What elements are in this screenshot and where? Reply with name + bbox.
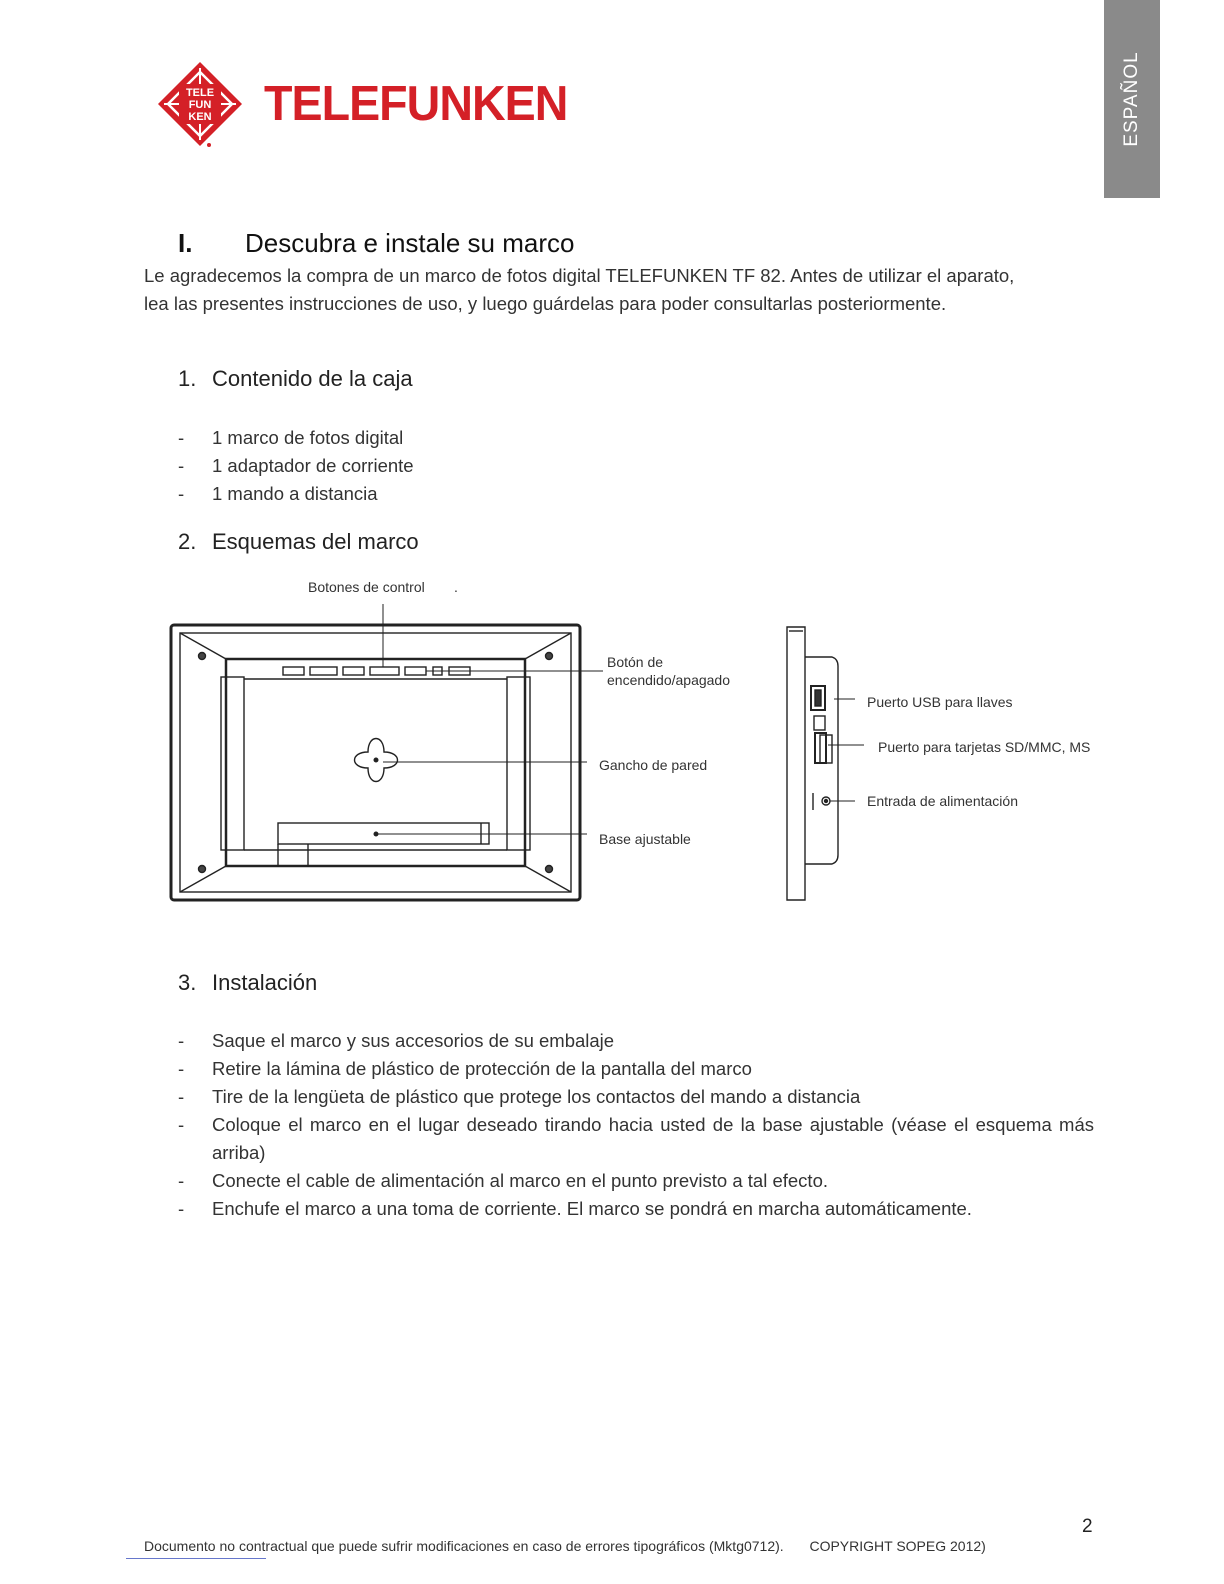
diagram-number: 2. xyxy=(178,529,197,554)
list-item: - 1 adaptador de corriente xyxy=(178,452,1098,480)
label-card-port: Puerto para tarjetas SD/MMC, MS xyxy=(878,739,1091,755)
list-item: - Retire la lámina de plástico de protección de la pantalla del marco xyxy=(178,1055,1098,1083)
list-item: - 1 mando a distancia xyxy=(178,480,1098,508)
logo-letters-2: FUN xyxy=(188,99,212,111)
label-wall-hook: Gancho de pared xyxy=(599,757,708,773)
label-dot: . xyxy=(454,579,458,595)
box-contents-title: Contenido de la caja xyxy=(212,366,413,391)
installation-list xyxy=(178,1027,1098,1223)
section-number: I. xyxy=(178,228,193,258)
brand-name: TELEFUNKEN xyxy=(264,77,568,131)
list-item: - Enchufe el marco a una toma de corriente. El marco se pondrá en marcha automáticamente. xyxy=(178,1195,1098,1223)
list-item: - Tire de la lengüeta de plástico que protege los contactos del mando a distancia xyxy=(178,1083,1098,1111)
intro-line-2: lea las presentes instrucciones de uso, y luego guárdelas para poder consultarlas posteriormente. xyxy=(144,293,947,314)
label-power-input: Entrada de alimentación xyxy=(867,793,1018,809)
logo-letters-1: TELE xyxy=(185,87,215,99)
footer-underline xyxy=(126,1558,266,1559)
box-contents-number: 1. xyxy=(178,366,197,391)
list-item: - Coloque el marco en el lugar deseado tirando hacia usted de la base ajustable (véase el esquema más arriba) xyxy=(178,1111,1098,1167)
language-tab-label: ESPAÑOL xyxy=(1121,51,1142,147)
installation-title: Instalación xyxy=(212,970,318,995)
list-item: - Conecte el cable de alimentación al marco en el punto previsto a tal efecto. xyxy=(178,1167,1098,1195)
list-item: - 1 marco de fotos digital xyxy=(178,424,1098,452)
footer-disclaimer: Documento no contractual que puede sufrir modificaciones en caso de errores tipográficos (Mktg0712). xyxy=(144,1538,784,1554)
list-item: - Saque el marco y sus accesorios de su embalaje xyxy=(178,1027,1098,1055)
section-title: Descubra e instale su marco xyxy=(245,228,575,258)
page-number: 2 xyxy=(1082,1516,1093,1537)
intro-line-1: Le agradecemos la compra de un marco de fotos digital TELEFUNKEN TF 82. Antes de utilizar el aparato, xyxy=(144,265,1015,286)
label-adjustable-base: Base ajustable xyxy=(599,831,691,847)
frame-side-profile xyxy=(787,627,805,900)
label-power-button-1: Botón de xyxy=(607,654,664,670)
footer xyxy=(144,1538,986,1554)
footer-copyright: COPYRIGHT SOPEG 2012) xyxy=(809,1538,986,1554)
diagram-title: Esquemas del marco xyxy=(212,529,419,554)
label-usb-port: Puerto USB para llaves xyxy=(867,694,1013,710)
logo-letters-3: KEN xyxy=(188,111,212,123)
label-control-buttons: Botones de control xyxy=(308,579,425,595)
label-power-button-2: encendido/apagado xyxy=(607,672,731,688)
installation-number: 3. xyxy=(178,970,197,995)
